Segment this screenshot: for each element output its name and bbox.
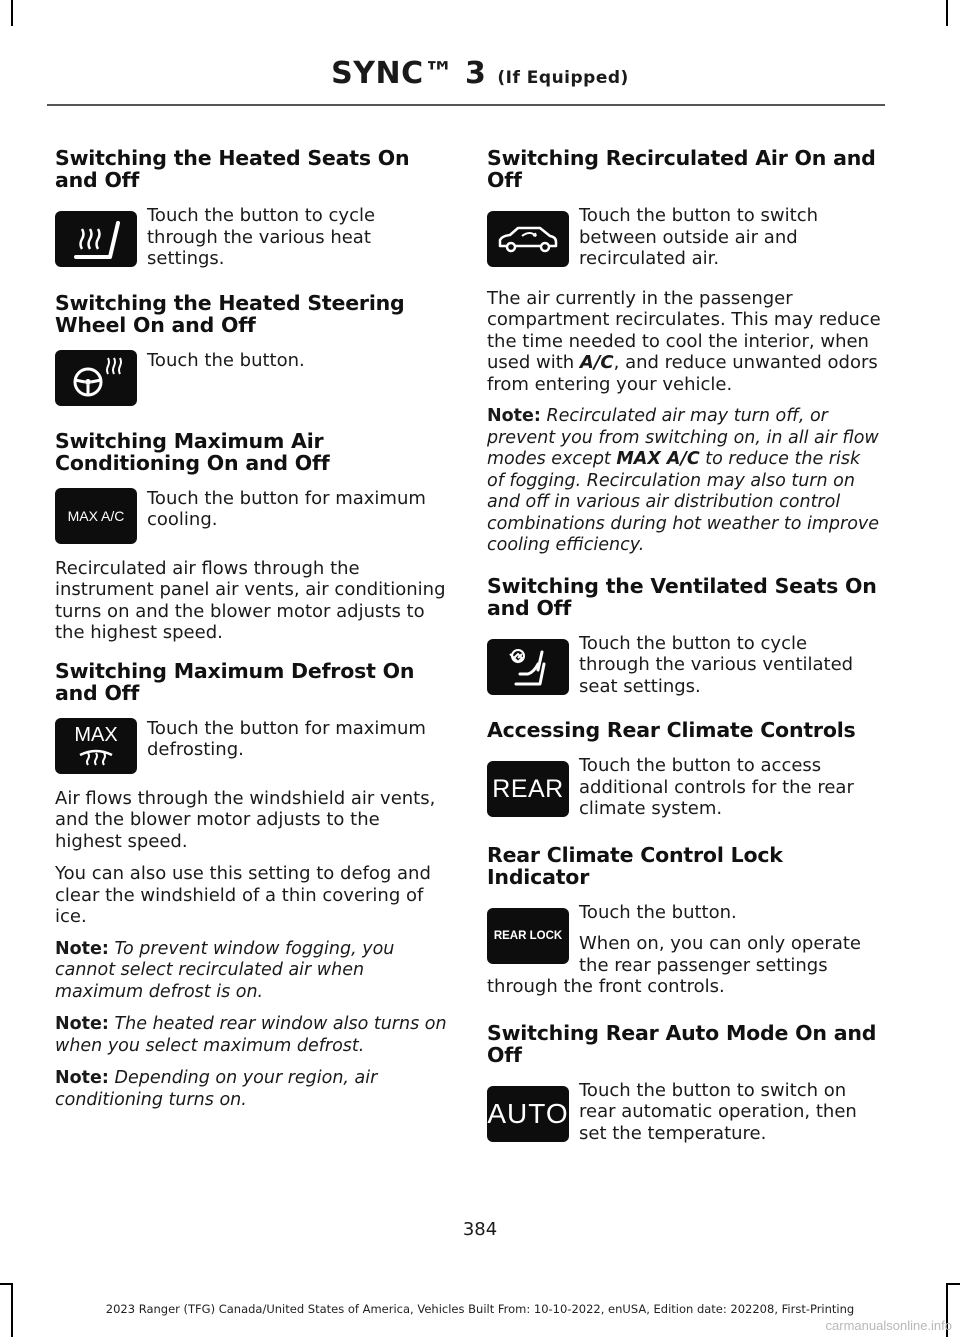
header-title: SYNC™ 3: [331, 56, 487, 91]
recirc-note: [487, 406, 881, 557]
rear-lock-desc-block: [579, 902, 881, 977]
heated-seats-heading: Switching the Heated Seats On and Off: [55, 146, 410, 192]
auto-label: AUTO: [487, 1097, 569, 1129]
heated-steering-wheel-icon[interactable]: [55, 350, 137, 406]
crop-mark-top-left: [11, 0, 13, 26]
header-subtitle: (If Equipped): [497, 68, 629, 88]
ventilated-row: [487, 633, 881, 698]
rear-auto-desc: Touch the button to switch on rear automatic operation, then set the temperature.: [579, 1079, 857, 1144]
max-ac-label: MAX A/C: [67, 507, 125, 524]
rear-label: REAR: [492, 774, 564, 803]
heated-wheel-desc: Touch the button.: [147, 349, 305, 371]
max-ac-body: Recirculated air flows through the instrument panel air vents, air conditioning turns on and the blower motor adjusts to the highest speed.: [55, 557, 446, 643]
max-defrost-label: MAX: [74, 723, 118, 746]
header-rule: [47, 104, 885, 106]
rear-lock-desc-1: Touch the button.: [579, 901, 737, 923]
max-ac-row: [55, 488, 447, 544]
max-defrost-body-2: You can also use this setting to defog and clear the windshield of a thin covering of ice.: [55, 863, 431, 927]
rear-access-heading: Accessing Rear Climate Controls: [487, 718, 856, 742]
rear-climate-button[interactable]: [487, 761, 569, 817]
heated-wheel-row: [55, 350, 447, 406]
note-label: Note:: [487, 406, 541, 426]
left-column: [55, 147, 447, 1122]
rear-access-desc: Touch the button to access additional controls for the rear climate system.: [579, 755, 854, 819]
recirc-body: [487, 288, 881, 396]
max-defrost-heading: Switching Maximum Defrost On and Off: [55, 658, 415, 705]
recirc-desc: Touch the button to switch between outside air and recirculated air.: [579, 205, 818, 269]
rear-lock-desc-3: through the front controls.: [487, 976, 725, 997]
rear-access-row: [487, 755, 881, 820]
recirc-body-a: The air currently in the passenger compartment recirculates. This may reduce the time needed to cool the interior, when used with: [487, 287, 881, 373]
note-1: [55, 939, 447, 1004]
crop-mark-bottom-left-h: [0, 1283, 13, 1285]
rear-lock-button[interactable]: [487, 908, 569, 964]
ventilated-desc: Touch the button to cycle through the various ventilated seat settings.: [579, 632, 854, 697]
rear-auto-button[interactable]: [487, 1086, 569, 1142]
watermark: carmanualsonline.info: [825, 1318, 952, 1333]
note-1-text: To prevent window fogging, you cannot select recirculated air when maximum defrost is on.: [55, 938, 395, 1002]
crop-mark-top-right: [946, 0, 948, 26]
recirc-note-a: Recirculated air may turn off, or prevent you from switching on, in all air flow modes except: [487, 406, 879, 469]
right-column: [487, 147, 881, 1158]
page-header: [0, 56, 960, 91]
rear-lock-heading: Rear Climate Control Lock Indicator: [487, 842, 783, 889]
max-ac-button[interactable]: [55, 488, 137, 544]
note-3: [55, 1068, 447, 1111]
recirc-note-max: MAX A/C: [616, 449, 700, 469]
ventilated-seat-icon[interactable]: [487, 639, 569, 695]
defrost-icon: [76, 745, 116, 767]
rear-auto-heading: Switching Rear Auto Mode On and Off: [487, 1020, 877, 1067]
rear-lock-row: [487, 902, 881, 977]
heated-seats-row: [55, 205, 447, 270]
note-label: Note:: [55, 938, 109, 959]
max-ac-heading: Switching Maximum Air Conditioning On and Off: [55, 428, 330, 475]
heated-seat-icon[interactable]: [55, 211, 137, 267]
recirculated-air-icon[interactable]: [487, 211, 569, 267]
footer-text: 2023 Ranger (TFG) Canada/United States of America, Vehicles Built From: 10-10-2022, enUSA, Edition date: 202208, First-Printing: [105, 1302, 855, 1316]
note-3-text: Depending on your region, air conditioning turns on.: [55, 1068, 378, 1110]
note-label: Note:: [55, 1014, 109, 1034]
rear-auto-row: [487, 1080, 881, 1145]
max-defrost-body-1: Air flows through the windshield air vents, and the blower motor adjusts to the highest speed.: [55, 787, 436, 852]
recirc-row: [487, 205, 881, 270]
recirc-heading: Switching Recirculated Air On and Off: [487, 146, 876, 192]
heated-wheel-heading: Switching the Heated Steering Wheel On and Off: [55, 290, 405, 337]
recirc-body-b: , and reduce unwanted odors from entering your vehicle.: [487, 352, 878, 395]
crop-mark-bottom-right-h: [946, 1283, 960, 1285]
rear-lock-label: REAR LOCK: [493, 929, 563, 942]
max-defrost-row: [55, 718, 447, 774]
max-defrost-desc: Touch the button for maximum defrosting.: [147, 717, 426, 760]
max-ac-desc: Touch the button for maximum cooling.: [147, 487, 426, 530]
max-defrost-button[interactable]: [55, 718, 137, 774]
heated-seats-desc: Touch the button to cycle through the various heat settings.: [147, 205, 376, 269]
note-2: [55, 1014, 447, 1057]
ventilated-heading: Switching the Ventilated Seats On and Off: [487, 573, 877, 620]
page-number: 384: [462, 1219, 498, 1240]
note-2-text: The heated rear window also turns on when you select maximum defrost.: [55, 1014, 447, 1056]
recirc-note-b: to reduce the risk of fogging. Recirculation may also turn on and off in various air distribution control combinations during hot weather to improve cooling efficiency.: [487, 449, 880, 555]
note-label: Note:: [55, 1068, 109, 1088]
recirc-body-ac: A/C: [579, 352, 614, 373]
rear-lock-desc-2: When on, you can only operate the rear passenger settings: [579, 933, 861, 976]
